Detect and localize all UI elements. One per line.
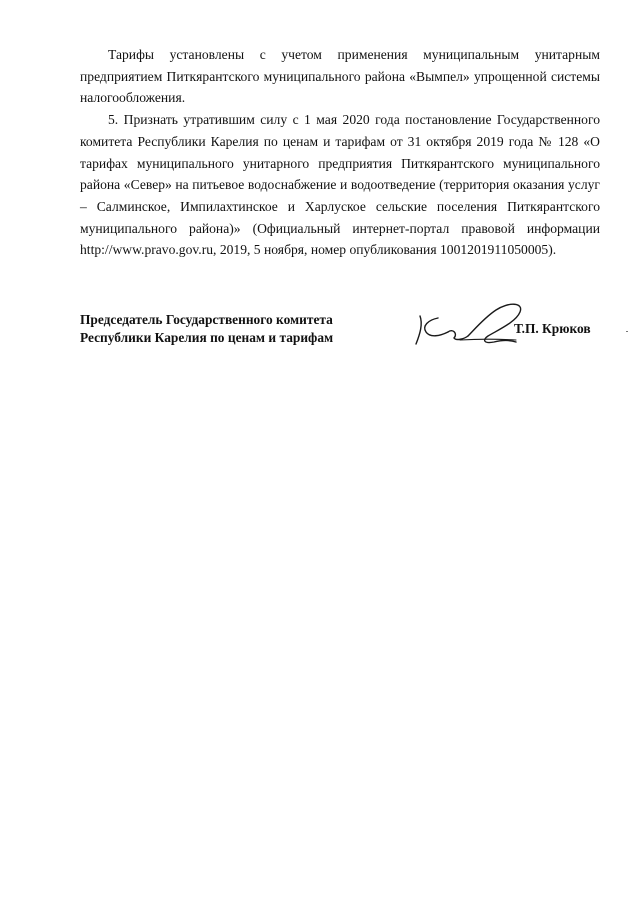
signatory-title-line2: Республики Карелия по ценам и тарифам	[80, 330, 334, 345]
paragraph-item-5: 5. Признать утратившим силу с 1 мая 2020 года постановление Государственного комитета Республики Карелия по ценам и тарифам от 31 октября 2019 года № 128 «О тарифах муниципального унитарного предприятия Питкярантского муниципального района «Север» на питьевое водоснабжение и водоотведение (территория оказания услуг – Салминское, Импилахтинское и Харлуское сельские поселения Питкярантского муниципального района)» (Официальный интернет-портал правовой информации http://www.pravo.gov.ru, 2019, 5 ноября, номер опубликования 1001201911050005).	[80, 112, 600, 258]
signer-name: Т.П. Крюков	[514, 321, 591, 336]
paragraph-tariffs-note: Тарифы установлены с учетом применения муниципальным унитарным предприятием Питкярантского муниципального района «Вымпел» упрощенной системы налогообложения.	[80, 47, 600, 106]
signatory-title-line1: Председатель Государственного комитета	[80, 312, 333, 327]
signatory-title	[80, 311, 360, 347]
scan-mark	[626, 331, 628, 332]
document-body	[80, 44, 600, 261]
